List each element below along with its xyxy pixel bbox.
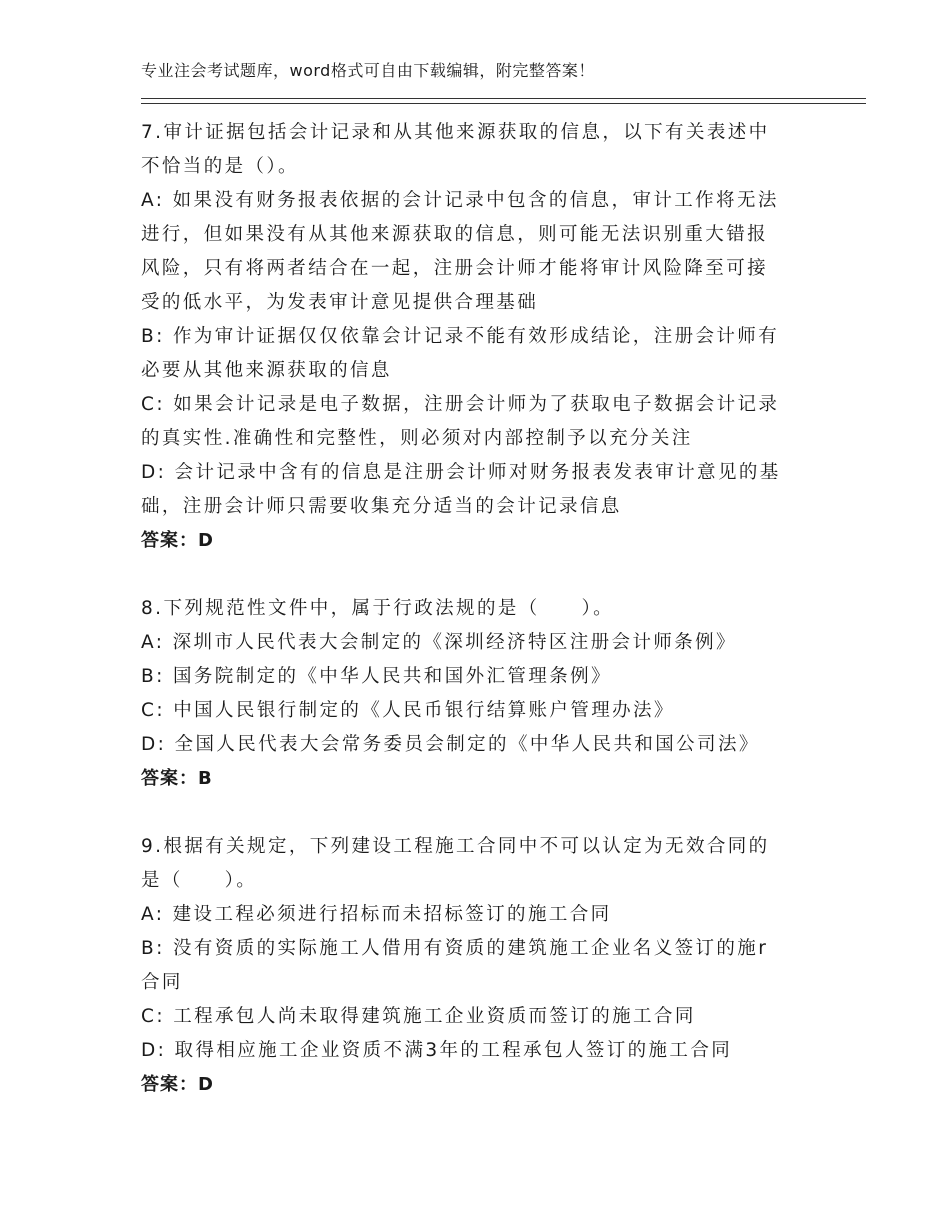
question-line: 7.审计证据包括会计记录和从其他来源获取的信息，以下有关表述中 <box>141 122 770 143</box>
header-rule-top <box>141 98 866 99</box>
option-line: D: 会计记录中含有的信息是注册会计师对财务报表发表审计意见的基 <box>141 462 781 483</box>
option-line: C: 如果会计记录是电子数据，注册会计师为了获取电子数据会计记录 <box>141 394 780 415</box>
page-header-text: 专业注会考试题库，word格式可自由下载编辑，附完整答案！ <box>141 61 595 80</box>
question-line: 是（ ）。 <box>141 870 258 891</box>
option-line: D: 全国人民代表大会常务委员会制定的《中华人民共和国公司法》 <box>141 734 760 755</box>
option-line: A: 建设工程必须进行招标而未招标签订的施工合同 <box>141 904 612 925</box>
question-spacer <box>141 796 821 830</box>
option-line: B: 没有资质的实际施工人借用有资质的建筑施工企业名义签订的施r <box>141 938 769 959</box>
option-line: B: 国务院制定的《中华人民共和国外汇管理条例》 <box>141 666 612 687</box>
option-line: D: 取得相应施工企业资质不满3年的工程承包人签订的施工合同 <box>141 1040 733 1061</box>
option-line: 合同 <box>141 972 183 993</box>
question-9 <box>141 830 821 1102</box>
question-7 <box>141 116 821 558</box>
option-line: 的真实性.准确性和完整性，则必须对内部控制予以充分关注 <box>141 428 693 449</box>
option-line: 进行，但如果没有从其他来源获取的信息，则可能无法识别重大错报 <box>141 224 769 245</box>
header-rule-bottom <box>141 103 866 104</box>
answer-label: 答案：D <box>141 530 214 551</box>
question-spacer <box>141 558 821 592</box>
option-line: 础，注册会计师只需要收集充分适当的会计记录信息 <box>141 496 622 517</box>
questions-content <box>141 116 821 1102</box>
question-line: 不恰当的是（）。 <box>141 156 299 177</box>
option-line: C: 工程承包人尚未取得建筑施工企业资质而签订的施工合同 <box>141 1006 696 1027</box>
option-line: 风险，只有将两者结合在一起，注册会计师才能将审计风险降至可接 <box>141 258 769 279</box>
answer-label: 答案：B <box>141 768 213 789</box>
question-line: 8.下列规范性文件中，属于行政法规的是（ ）。 <box>141 598 615 619</box>
option-line: 必要从其他来源获取的信息 <box>141 360 392 381</box>
question-line: 9.根据有关规定，下列建设工程施工合同中不可以认定为无效合同的 <box>141 836 770 857</box>
option-line: A: 深圳市人民代表大会制定的《深圳经济特区注册会计师条例》 <box>141 632 737 653</box>
option-line: B: 作为审计证据仅仅依靠会计记录不能有效形成结论，注册会计师有 <box>141 326 780 347</box>
option-line: C: 中国人民银行制定的《人民币银行结算账户管理办法》 <box>141 700 675 721</box>
option-line: A: 如果没有财务报表依据的会计记录中包含的信息，审计工作将无法 <box>141 190 779 211</box>
answer-label: 答案：D <box>141 1074 214 1095</box>
question-8 <box>141 592 821 796</box>
option-line: 受的低水平，为发表审计意见提供合理基础 <box>141 292 539 313</box>
